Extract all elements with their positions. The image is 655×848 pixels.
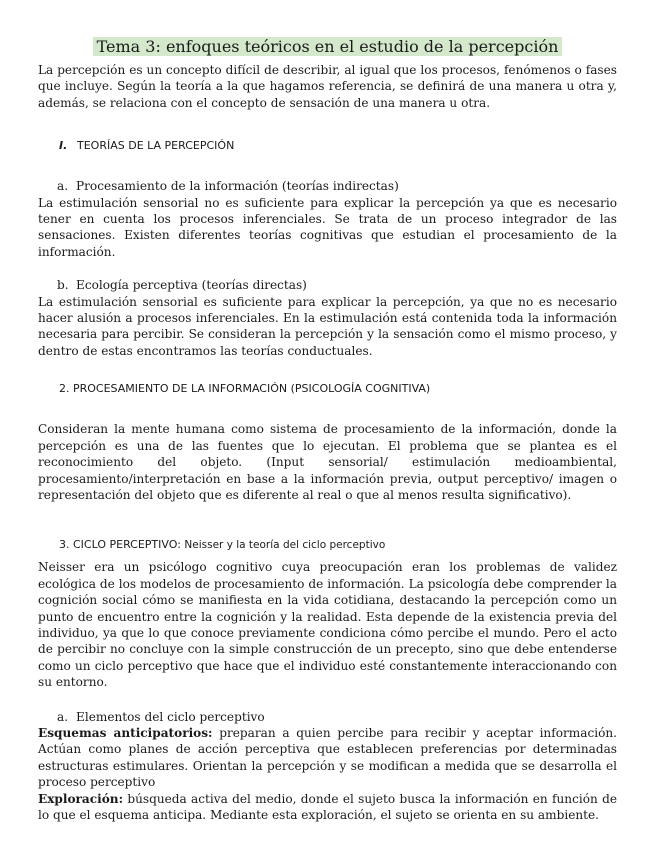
term-exploracion: Exploración: — [38, 791, 124, 806]
section1-heading-text: TEORÍAS DE LA PERCEPCIÓN — [77, 139, 235, 153]
section3a-marker: a. — [57, 709, 69, 724]
section1a-title: Procesamiento de la información (teorías indirectas) — [76, 179, 399, 194]
section1-heading — [59, 138, 617, 154]
section2-heading: 2. PROCESAMIENTO DE LA INFORMACIÓN (PSICOLOGÍA COGNITIVA) — [59, 382, 431, 396]
section1a-marker: a. — [57, 179, 69, 194]
def-esquemas: preparan a quien percibe para recibir y aceptar información. Actúan como planes de acción perceptiva que establecen preferencias por determinadas estructuras estimulares. Orientan la percepción y se modifican a medida que se desarrolla el proceso perceptivo — [38, 725, 617, 790]
def-exploracion: búsqueda activa del medio, donde el sujeto busca la información en función de lo que el esquema anticipa. Mediante esta exploración, el sujeto se orienta en su ambiente. — [38, 791, 617, 822]
section3-heading-rest: Neisser y la teoría del ciclo perceptivo — [184, 539, 386, 552]
section2-paragraph: Consideran la mente humana como sistema de procesamiento de la información, donde la percepción es una de las fuentes que lo ejecutan. El problema que se plantea es el reconocimiento del objeto. (Input sensorial/ estimulación medioambiental, procesamiento/interpretación en base a la información previa, output perceptivo/ imagen o representación del objeto que es diferente al real o que al menos resulta significativo). — [38, 422, 617, 502]
title-highlight: Tema 3: enfoques teóricos en el estudio de la percepción — [93, 37, 563, 56]
section3-paragraph: Neisser era un psicólogo cognitivo cuya preocupación eran los problemas de validez ecológica de los modelos de procesamiento de información. La psicología debe comprender la cognición social cómo se manifiesta en la vida cotidiana, destacando la percepción como un punto de encuentro entre la cognición y la realidad. Esta depende de la existencia previa del individuo, ya que lo que conoce previamente condiciona cómo percibe el mundo. Pero el acto de percibir no concluye con la simple construcción de un precepto, sino que debe entenderse como un ciclo perceptivo que hace que el individuo esté constantemente interaccionando con su entorno. — [38, 560, 617, 690]
section1a-paragraph: La estimulación sensorial no es suficiente para explicar la percepción ya que es necesario tener en cuenta los procesos inferenciales. Se trata de un proceso integrador de las sensaciones. Existen diferentes teorías cognitivas que estudian el procesamiento de la información. — [38, 195, 617, 259]
term-esquemas: Esquemas anticipatorios: — [38, 725, 213, 740]
section1b-paragraph: La estimulación sensorial es suficiente para explicar la percepción, ya que no es necesario hacer alusión a procesos inferenciales. En la estimulación está contenida toda la información necesaria para percibir. Se consideran la percepción y la sensación como el mismo proceso, y dentro de estas encontramos las teorías conductuales. — [38, 294, 617, 358]
document-page — [38, 36, 617, 823]
section1b-marker: b. — [57, 278, 69, 293]
section3-heading — [59, 537, 617, 553]
section1-marker: I. — [59, 139, 68, 153]
intro-paragraph: La percepción es un concepto difícil de describir, al igual que los procesos, fenómenos o fases que incluye. Según la teoría a la que hagamos referencia, se definirá de una manera u otra y, además, se relaciona con el concepto de sensación de una manera u otra. — [38, 63, 617, 110]
section3a-heading — [57, 709, 617, 725]
definition-exploracion — [38, 791, 617, 824]
section3-heading-main: 3. CICLO PERCEPTIVO: — [59, 538, 181, 552]
section1b-heading — [57, 277, 617, 293]
definition-esquemas — [38, 725, 617, 791]
section1b-title: Ecología perceptiva (teorías directas) — [76, 278, 307, 293]
section3a-title: Elementos del ciclo perceptivo — [76, 709, 265, 724]
section1a-heading — [57, 178, 617, 194]
page-title — [38, 36, 617, 58]
